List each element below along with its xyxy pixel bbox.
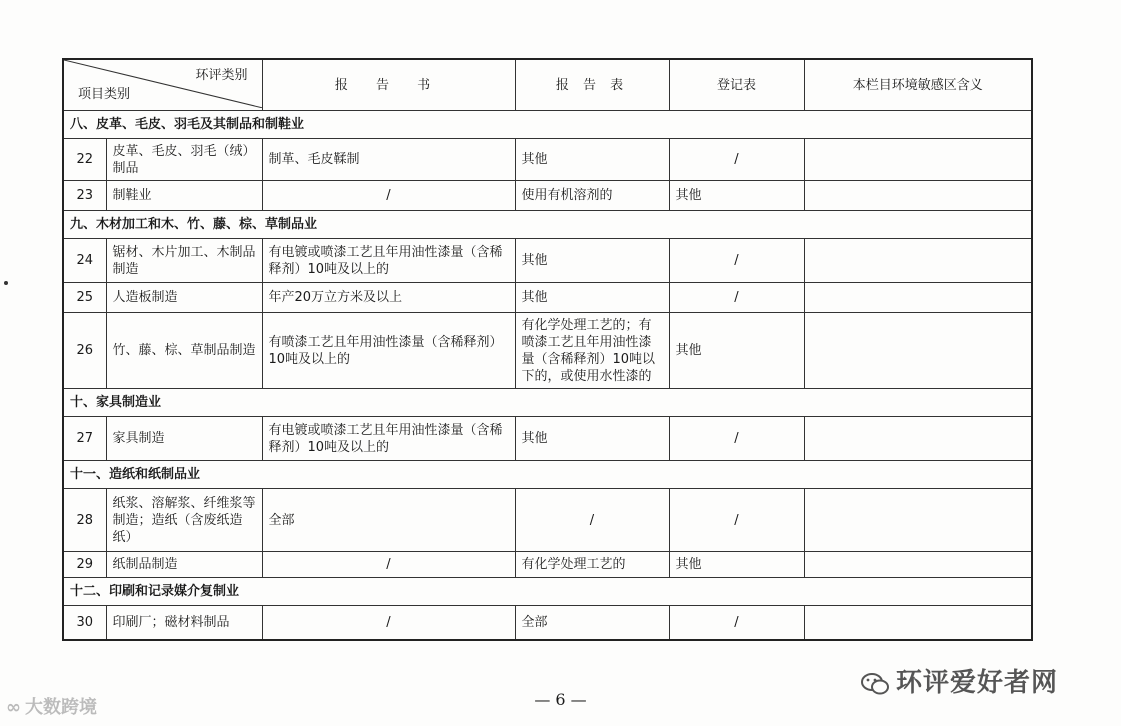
table-row bbox=[63, 552, 1032, 578]
row-number: 30 bbox=[63, 606, 106, 640]
project-name: 家具制造 bbox=[106, 417, 262, 461]
report-form-cell: 其他 bbox=[515, 283, 669, 313]
watermark-left-text: 大数跨境 bbox=[25, 697, 97, 718]
table-row bbox=[63, 606, 1032, 640]
section-title: 九、木材加工和木、竹、藤、棕、草制品业 bbox=[63, 211, 1032, 239]
report-book-cell: 有喷漆工艺且年用油性漆量（含稀释剂）10吨及以上的 bbox=[262, 313, 515, 389]
report-form-cell: / bbox=[515, 489, 669, 552]
project-name: 纸浆、溶解浆、纤维浆等制造；造纸（含废纸造纸） bbox=[106, 489, 262, 552]
section-title: 十、家具制造业 bbox=[63, 389, 1032, 417]
sensitive-area-cell bbox=[804, 239, 1032, 283]
row-number: 22 bbox=[63, 139, 106, 181]
section-title: 八、皮革、毛皮、羽毛及其制品和制鞋业 bbox=[63, 111, 1032, 139]
report-form-cell: 其他 bbox=[515, 239, 669, 283]
section-row bbox=[63, 578, 1032, 606]
register-form-cell: / bbox=[669, 417, 804, 461]
sensitive-area-cell bbox=[804, 139, 1032, 181]
report-form-cell: 使用有机溶剂的 bbox=[515, 181, 669, 211]
register-form-cell: / bbox=[669, 489, 804, 552]
table-row bbox=[63, 181, 1032, 211]
section-title: 十一、造纸和纸制品业 bbox=[63, 461, 1032, 489]
report-book-cell: 全部 bbox=[262, 489, 515, 552]
project-name: 竹、藤、棕、草制品制造 bbox=[106, 313, 262, 389]
register-form-cell: 其他 bbox=[669, 552, 804, 578]
sensitive-area-cell bbox=[804, 181, 1032, 211]
row-number: 23 bbox=[63, 181, 106, 211]
sensitive-area-cell bbox=[804, 417, 1032, 461]
table-row bbox=[63, 239, 1032, 283]
report-book-cell: 年产20万立方米及以上 bbox=[262, 283, 515, 313]
report-book-cell: 有电镀或喷漆工艺且年用油性漆量（含稀释剂）10吨及以上的 bbox=[262, 417, 515, 461]
col-header-sensitive-area: 本栏目环境敏感区含义 bbox=[804, 59, 1032, 111]
section-row bbox=[63, 211, 1032, 239]
margin-mark bbox=[4, 281, 8, 285]
project-name: 锯材、木片加工、木制品制造 bbox=[106, 239, 262, 283]
row-number: 26 bbox=[63, 313, 106, 389]
report-form-cell: 有化学处理工艺的；有喷漆工艺且年用油性漆量（含稀释剂）10吨以下的，或使用水性漆的 bbox=[515, 313, 669, 389]
header-row bbox=[63, 59, 1032, 111]
project-name: 纸制品制造 bbox=[106, 552, 262, 578]
section-row bbox=[63, 461, 1032, 489]
report-book-cell: / bbox=[262, 552, 515, 578]
corner-label-project-category: 项目类别 bbox=[78, 87, 131, 102]
section-title: 十二、印刷和记录媒介复制业 bbox=[63, 578, 1032, 606]
table-row bbox=[63, 489, 1032, 552]
project-name: 人造板制造 bbox=[106, 283, 262, 313]
register-form-cell: 其他 bbox=[669, 181, 804, 211]
table-row bbox=[63, 139, 1032, 181]
col-header-register-form: 登记表 bbox=[669, 59, 804, 111]
watermark-right bbox=[860, 662, 1058, 699]
corner-header-cell bbox=[63, 59, 262, 111]
sensitive-area-cell bbox=[804, 552, 1032, 578]
sensitive-area-cell bbox=[804, 606, 1032, 640]
wechat-icon bbox=[860, 671, 890, 697]
sensitive-area-cell bbox=[804, 313, 1032, 389]
register-form-cell: / bbox=[669, 283, 804, 313]
project-name: 皮革、毛皮、羽毛（绒）制品 bbox=[106, 139, 262, 181]
report-book-cell: / bbox=[262, 606, 515, 640]
table-row bbox=[63, 313, 1032, 389]
table-row bbox=[63, 417, 1032, 461]
report-book-cell: 制革、毛皮鞣制 bbox=[262, 139, 515, 181]
project-name: 印刷厂；磁材料制品 bbox=[106, 606, 262, 640]
corner-label-env-category: 环评类别 bbox=[195, 68, 248, 83]
row-number: 25 bbox=[63, 283, 106, 313]
brand-logo-icon: ∞ bbox=[6, 697, 21, 718]
register-form-cell: / bbox=[669, 239, 804, 283]
register-form-cell: / bbox=[669, 606, 804, 640]
row-number: 29 bbox=[63, 552, 106, 578]
col-header-report-form: 报 告 表 bbox=[515, 59, 669, 111]
sensitive-area-cell bbox=[804, 489, 1032, 552]
row-number: 24 bbox=[63, 239, 106, 283]
table-row bbox=[63, 283, 1032, 313]
row-number: 27 bbox=[63, 417, 106, 461]
watermark-left bbox=[6, 693, 97, 719]
report-form-cell: 其他 bbox=[515, 417, 669, 461]
register-form-cell: / bbox=[669, 139, 804, 181]
page-number: — 6 — bbox=[534, 690, 587, 709]
report-form-cell: 全部 bbox=[515, 606, 669, 640]
section-row bbox=[63, 111, 1032, 139]
report-book-cell: / bbox=[262, 181, 515, 211]
row-number: 28 bbox=[63, 489, 106, 552]
col-header-report-book: 报 告 书 bbox=[262, 59, 515, 111]
watermark-right-text: 环评爱好者网 bbox=[896, 668, 1059, 698]
report-form-cell: 有化学处理工艺的 bbox=[515, 552, 669, 578]
project-name: 制鞋业 bbox=[106, 181, 262, 211]
classification-table bbox=[62, 58, 1033, 641]
report-book-cell: 有电镀或喷漆工艺且年用油性漆量（含稀释剂）10吨及以上的 bbox=[262, 239, 515, 283]
sensitive-area-cell bbox=[804, 283, 1032, 313]
report-form-cell: 其他 bbox=[515, 139, 669, 181]
register-form-cell: 其他 bbox=[669, 313, 804, 389]
section-row bbox=[63, 389, 1032, 417]
